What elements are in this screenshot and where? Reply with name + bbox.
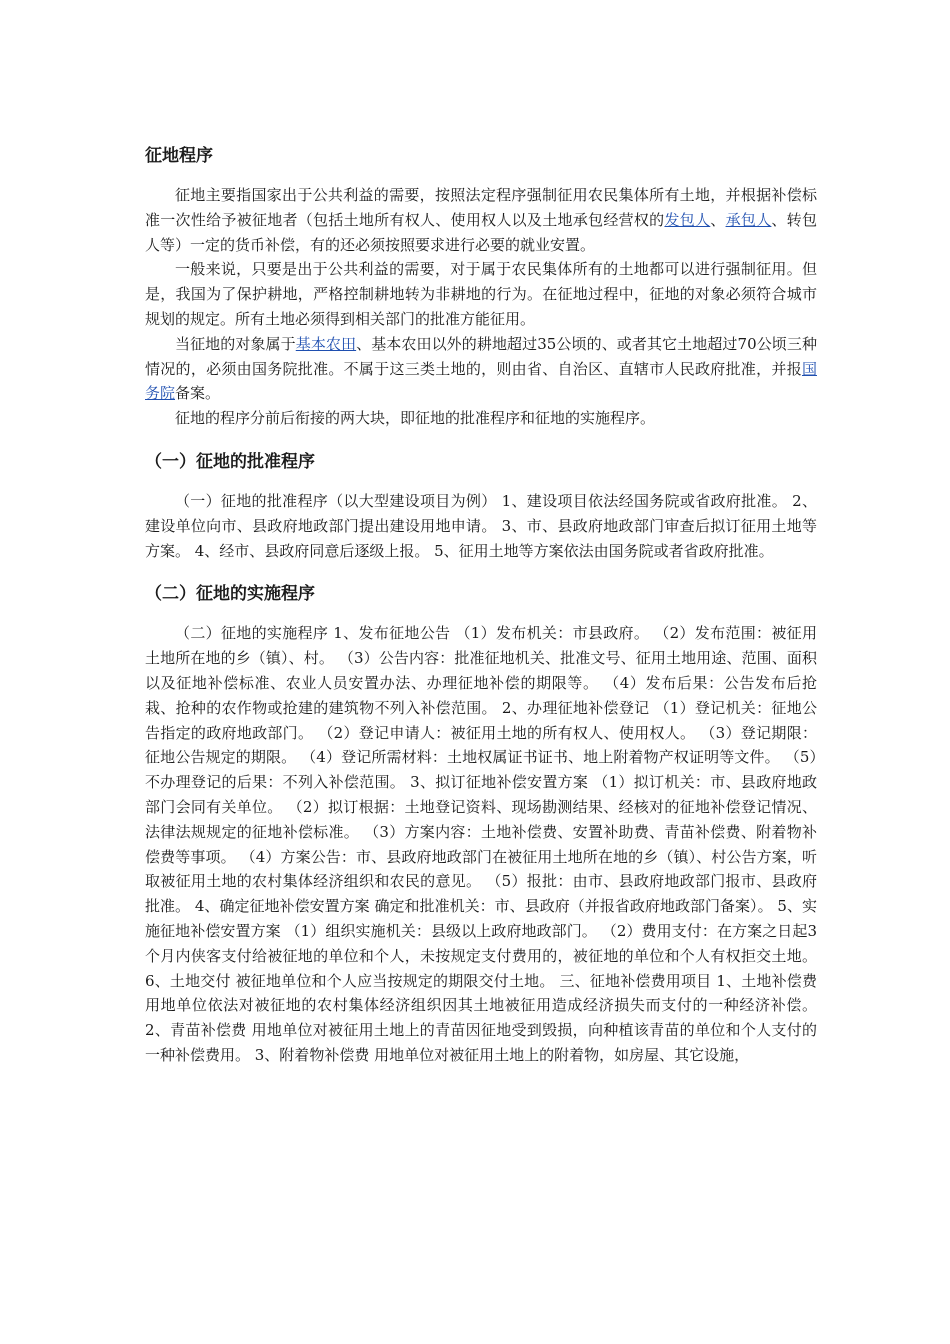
intro-text: 当征地的对象属于 bbox=[175, 334, 296, 353]
link-chengbaoren[interactable]: 承包人 bbox=[725, 210, 772, 229]
intro-paragraph-2: 一般来说，只要是出于公共利益的需要，对于属于农民集体所有的土地都可以进行强制征用。但是，我国为了保护耕地，严格控制耕地转为非耕地的行为。在征地过程中，征地的对象必须符合城市规划的规定。所有土地必须得到相关部门的批准方能征用。 bbox=[145, 260, 817, 328]
intro-text: 、转包人等）一定的货币补偿，有的还必须按照要求进行必要的就业安置。 bbox=[145, 210, 817, 254]
link-guowuyuan[interactable]: 国务院 bbox=[145, 359, 817, 403]
intro-paragraph-1 bbox=[145, 183, 817, 257]
document-content bbox=[145, 143, 817, 1068]
link-jibennongtian[interactable]: 基本农田 bbox=[295, 334, 357, 353]
intro-text: 征地主要指国家出于公共利益的需要，按照法定程序强制征用农民集体所有土地，并根据补偿标准一次性给予被征地者（包括土地所有权人、使用权人以及土地承包经营权的 bbox=[145, 186, 817, 229]
section-body-implementation: （二）征地的实施程序 1、发布征地公告 （1）发布机关：市县政府。 （2）发布范围：被征用土地所在地的乡（镇）、村。 （3）公告内容：批准征地机关、批准文号、征用土地用途、范围、面积以及征地补偿标准、农业人员安置办法、办理征地补偿的期限等。 （4）发布后果：公告发布后抢栽、抢种的农作物或抢建的建筑物不列入补偿范围。 2、办理征地补偿登记 （1）登记机关：征地公告指定的政府地政部门。 （2）登记申请人：被征用土地的所有权人、使用权人。 （3）登记期限：征地公告规定的期限。 （4）登记所需材料：土地权属证书证书、地上附着物产权证明等文件。 （5）不办理登记的后果：不列入补偿范围。 3、拟订征地补偿安置方案 （1）拟订机关：市、县政府地政部门会同有关单位。 （2）拟订根据：土地登记资料、现场勘测结果、经核对的征地补偿登记情况、法律法规规定的征地补偿标准。 （3）方案内容：土地补偿费、安置补助费、青苗补偿费、附着物补偿费等事项。 （4）方案公告：市、县政府地政部门在被征用土地所在地的乡（镇）、村公告方案，听取被征用土地的农村集体经济组织和农民的意见。 （5）报批：由市、县政府地政部门报市、县政府批准。 4、确定征地补偿安置方案 确定和批准机关：市、县政府（并报省政府地政部门备案）。 5、实施征地补偿安置方案 （1）组织实施机关：县级以上政府地政部门。 （2）费用支付：在方案之日起3个月内侠客支付给被征地的单位和个人，未按规定支付费用的，被征地的单位和个人有权拒交土地。 6、土地交付 被征地单位和个人应当按规定的期限交付土地。 三、征地补偿费用项目 1、土地补偿费 用地单位依法对被征地的农村集体经济组织因其土地被征用造成经济损失而支付的一种经济补偿。 2、青苗补偿费 用地单位对被征用土地上的青苗因征地受到毁损，向种植该青苗的单位和个人支付的一种补偿费用。 3、附着物补偿费 用地单位对被征用土地上的附着物，如房屋、其它设施， bbox=[145, 624, 817, 1064]
intro-paragraph-4: 征地的程序分前后衔接的两大块，即征地的批准程序和征地的实施程序。 bbox=[175, 409, 656, 428]
intro-text: 、 bbox=[710, 210, 726, 229]
intro-paragraph-3 bbox=[145, 332, 817, 406]
intro-text: 备案。 bbox=[175, 384, 221, 403]
section-heading-implementation: （二）征地的实施程序 bbox=[145, 584, 315, 605]
section-body-approval: （一）征地的批准程序（以大型建设项目为例） 1、建设项目依法经国务院或省政府批准。 2、建设单位向市、县政府地政部门提出建设用地申请。 3、市、县政府地政部门审查后拟订征用土地等方案。 4、经市、县政府同意后逐级上报。 5、征用土地等方案依法由国务院或者省政府批准。 bbox=[145, 491, 817, 560]
link-fabaoren[interactable]: 发包人 bbox=[664, 210, 711, 229]
page-title: 征地程序 bbox=[145, 146, 213, 166]
section-heading-approval: （一）征地的批准程序 bbox=[145, 451, 315, 472]
intro-text: 、基本农田以外的耕地超过35公顷的、或者其它土地超过70公顷三种情况的，必须由国务院批准。不属于这三类土地的，则由省、自治区、直辖市人民政府批准，并报 bbox=[145, 334, 817, 378]
